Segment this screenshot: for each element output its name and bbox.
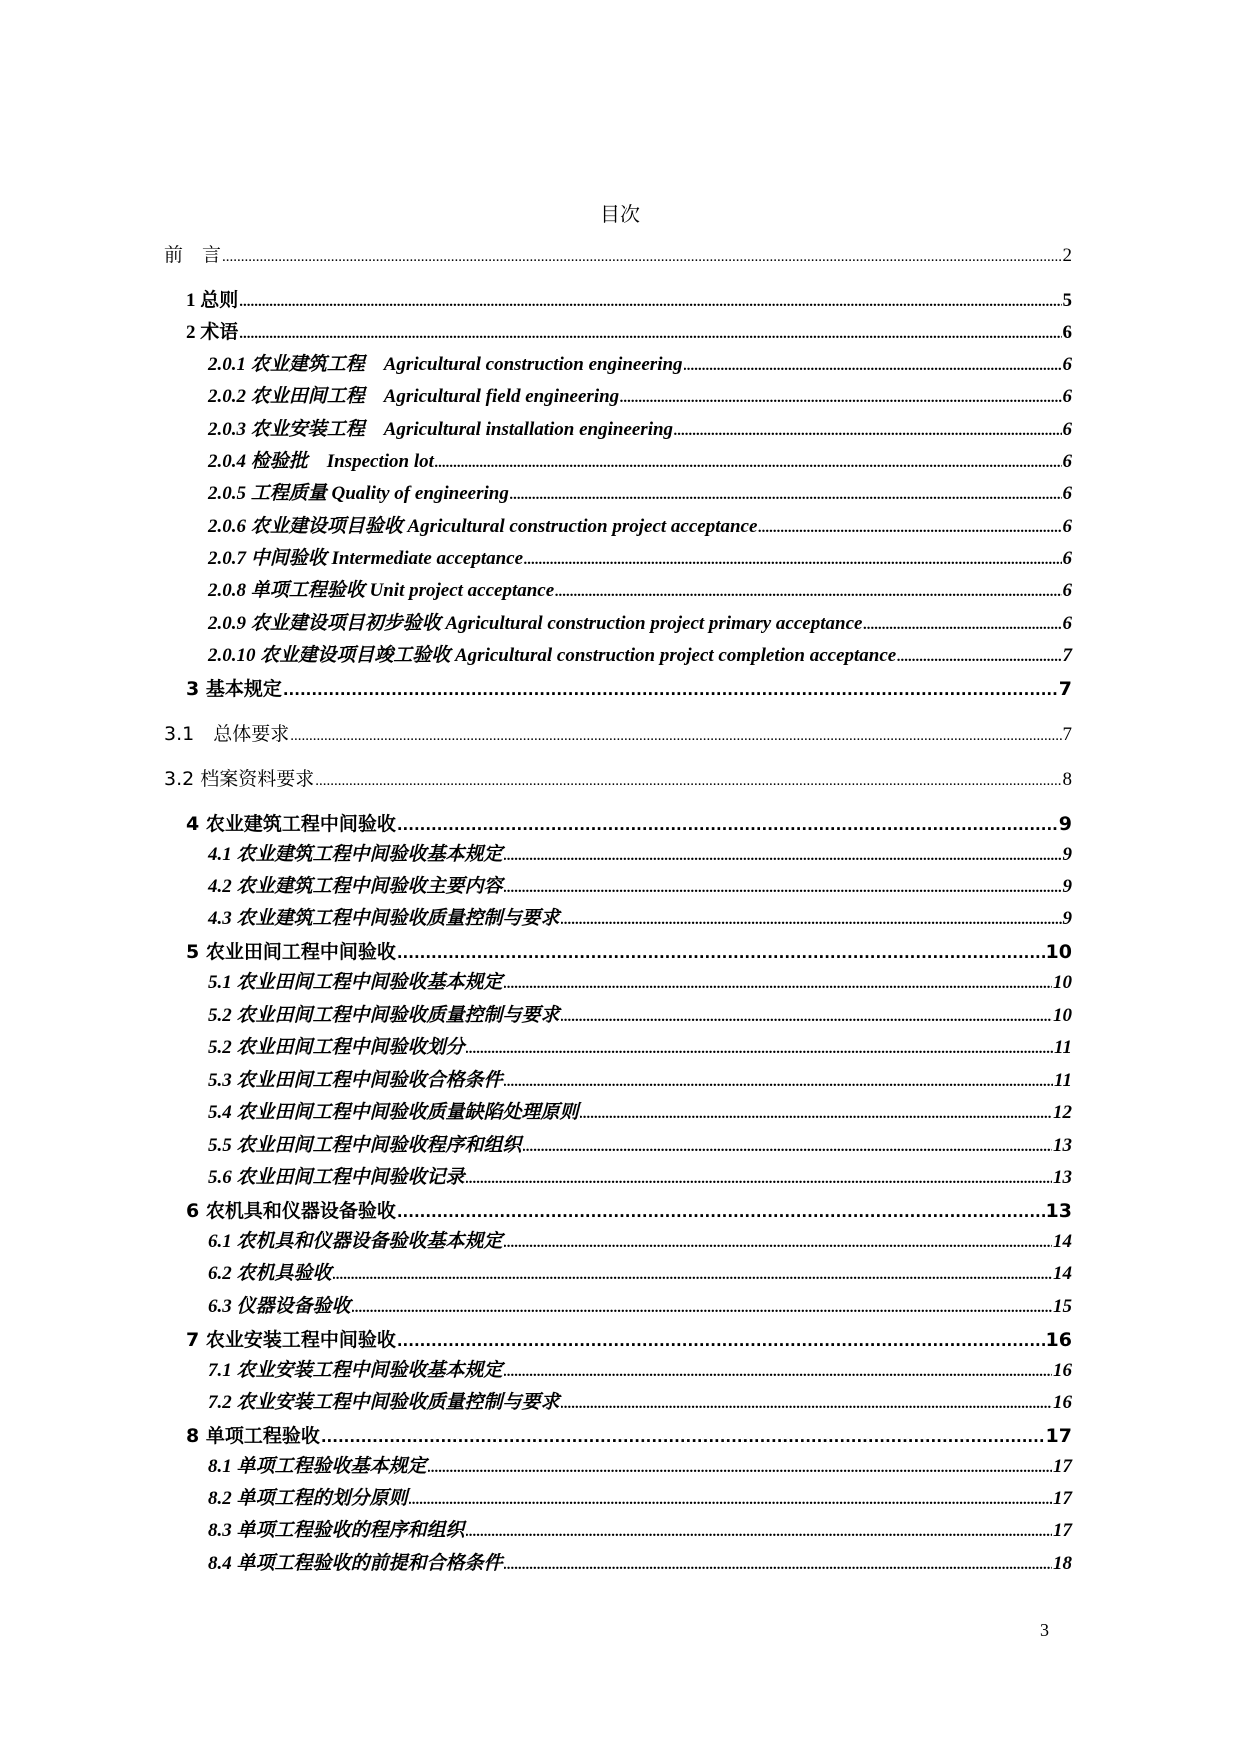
toc-entry-page: 14 xyxy=(1053,1231,1072,1252)
toc-entry-page: 9 xyxy=(1062,908,1072,929)
dot-leader xyxy=(397,813,1058,837)
toc-entry-page: 13 xyxy=(1053,1167,1072,1188)
toc-entry-label: 2.0.4 检验批 Inspection lot xyxy=(208,451,434,472)
toc-entry[interactable] xyxy=(208,907,1072,932)
toc-title: 目次 xyxy=(600,204,640,226)
dot-leader xyxy=(561,908,1062,932)
toc-entry-label: 4 农业建筑工程中间验收 xyxy=(186,813,396,835)
toc-entry-label: 7.1 农业安装工程中间验收基本规定 xyxy=(208,1360,503,1381)
toc-entry[interactable] xyxy=(186,812,1072,837)
dot-leader xyxy=(333,1263,1052,1287)
dot-leader xyxy=(580,1102,1052,1126)
toc-entry-page: 17 xyxy=(1053,1520,1072,1541)
toc-entry[interactable] xyxy=(208,579,1072,604)
toc-entry[interactable] xyxy=(186,677,1072,702)
dot-leader xyxy=(504,1553,1052,1577)
toc-entry[interactable] xyxy=(208,1359,1072,1384)
toc-entry-page: 9 xyxy=(1062,844,1072,865)
dot-leader xyxy=(504,1360,1052,1384)
toc-entry-page: 6 xyxy=(1062,354,1072,375)
dot-leader xyxy=(758,516,1061,540)
toc-entry-page: 10 xyxy=(1053,1005,1072,1026)
toc-entry-label: 4.3 农业建筑工程中间验收质量控制与要求 xyxy=(208,908,560,929)
toc-entry-page: 6 xyxy=(1062,451,1072,472)
toc-entry-label: 2.0.9 农业建设项目初步验收 Agricultural construction project primary acceptance xyxy=(208,613,863,634)
dot-leader xyxy=(239,290,1061,314)
toc-entry-page: 16 xyxy=(1045,1329,1072,1351)
toc-entry-label: 2.0.10 农业建设项目竣工验收 Agricultural construction project completion acceptance xyxy=(208,645,897,666)
dot-leader xyxy=(466,1037,1054,1061)
toc-entry-label: 8.2 单项工程的划分原则 xyxy=(208,1488,408,1509)
toc-entry-label: 4.2 农业建筑工程中间验收主要内容 xyxy=(208,876,503,897)
toc-entry-page: 17 xyxy=(1053,1488,1072,1509)
toc-entry[interactable] xyxy=(208,875,1072,900)
dot-leader xyxy=(239,322,1061,346)
toc-entry-label: 5 农业田间工程中间验收 xyxy=(186,941,396,963)
toc-entry-label: 5.2 农业田间工程中间验收划分 xyxy=(208,1037,465,1058)
toc-entry-page: 13 xyxy=(1053,1135,1072,1156)
dot-leader xyxy=(435,451,1062,475)
toc-entry-label: 5.1 农业田间工程中间验收基本规定 xyxy=(208,972,503,993)
dot-leader xyxy=(397,941,1045,965)
toc-entry[interactable] xyxy=(208,385,1072,410)
toc-entry-page: 6 xyxy=(1062,483,1072,504)
toc-entry[interactable] xyxy=(186,1424,1072,1449)
dot-leader xyxy=(290,724,1061,748)
toc-entry[interactable] xyxy=(208,1262,1072,1287)
toc-entry[interactable] xyxy=(208,418,1072,443)
toc-entry-page: 15 xyxy=(1053,1296,1072,1317)
toc-entry-label: 6.2 农机具验收 xyxy=(208,1263,332,1284)
dot-leader xyxy=(504,1070,1054,1094)
toc-entry[interactable] xyxy=(208,1552,1072,1577)
toc-entry[interactable] xyxy=(208,1069,1072,1094)
toc-entry-label: 7.2 农业安装工程中间验收质量控制与要求 xyxy=(208,1392,560,1413)
dot-leader xyxy=(352,1296,1052,1320)
toc-entry-label: 6.3 仪器设备验收 xyxy=(208,1296,351,1317)
dot-leader xyxy=(897,645,1061,669)
page-number: 3 xyxy=(1040,1620,1049,1640)
dot-leader xyxy=(466,1167,1052,1191)
dot-leader xyxy=(504,876,1062,900)
toc-entry[interactable] xyxy=(186,1199,1072,1224)
toc-entry-page: 7 xyxy=(1058,678,1072,700)
toc-entry-label: 8 单项工程验收 xyxy=(186,1425,320,1447)
toc-entry-label: 6.1 农机具和仪器设备验收基本规定 xyxy=(208,1231,503,1252)
dot-leader xyxy=(523,1135,1052,1159)
toc-entry-label: 2.0.6 农业建设项目验收 Agricultural construction project acceptance xyxy=(208,516,758,537)
toc-entry-page: 7 xyxy=(1062,724,1072,745)
dot-leader xyxy=(510,483,1062,507)
dot-leader xyxy=(674,419,1061,443)
toc-entry-label: 5.3 农业田间工程中间验收合格条件 xyxy=(208,1070,503,1091)
dot-leader xyxy=(466,1520,1052,1544)
toc-entry-page: 10 xyxy=(1053,972,1072,993)
toc-entry-page: 11 xyxy=(1054,1037,1072,1058)
toc-entry-page: 6 xyxy=(1062,419,1072,440)
toc-entry[interactable] xyxy=(186,321,1072,346)
toc-entry-label: 5.6 农业田间工程中间验收记录 xyxy=(208,1167,465,1188)
dot-leader xyxy=(283,678,1058,702)
dot-leader xyxy=(504,844,1062,868)
toc-entry-label: 7 农业安装工程中间验收 xyxy=(186,1329,396,1351)
toc-entry[interactable] xyxy=(208,482,1072,507)
dot-leader xyxy=(409,1488,1052,1512)
dot-leader xyxy=(555,580,1061,604)
toc-entry-label: 5.5 农业田间工程中间验收程序和组织 xyxy=(208,1135,522,1156)
toc-entry[interactable] xyxy=(208,1519,1072,1544)
toc-entry-page: 16 xyxy=(1053,1392,1072,1413)
dot-leader xyxy=(397,1329,1045,1353)
toc-entry[interactable] xyxy=(208,612,1072,637)
toc-entry-page: 18 xyxy=(1053,1553,1072,1574)
toc-entry[interactable] xyxy=(186,289,1072,314)
toc-entry-page: 6 xyxy=(1062,548,1072,569)
toc-entry-page: 8 xyxy=(1062,769,1072,790)
dot-leader xyxy=(428,1456,1052,1480)
toc-entry[interactable] xyxy=(208,1391,1072,1416)
toc-entry[interactable] xyxy=(208,1455,1072,1480)
toc-entry[interactable] xyxy=(208,353,1072,378)
toc-entry-label: 8.1 单项工程验收基本规定 xyxy=(208,1456,427,1477)
toc-entry[interactable] xyxy=(208,843,1072,868)
toc-entry-label: 2 术语 xyxy=(186,322,239,343)
toc-entry-page: 12 xyxy=(1053,1102,1072,1123)
toc-entry-page: 5 xyxy=(1062,290,1072,311)
toc-entry-label: 前 言 xyxy=(164,245,222,266)
toc-entry-label: 8.4 单项工程验收的前提和合格条件 xyxy=(208,1553,503,1574)
toc-entry-page: 6 xyxy=(1062,613,1072,634)
dot-leader xyxy=(561,1005,1052,1029)
toc-entry-label: 2.0.8 单项工程验收 Unit project acceptance xyxy=(208,580,555,601)
dot-leader xyxy=(684,354,1062,378)
dot-leader xyxy=(321,1425,1045,1449)
toc-entry[interactable] xyxy=(208,971,1072,996)
toc-entry-label: 2.0.5 工程质量 Quality of engineering xyxy=(208,483,509,504)
toc-entry[interactable] xyxy=(208,1230,1072,1255)
dot-leader xyxy=(863,613,1061,637)
toc-entry[interactable] xyxy=(186,940,1072,965)
toc-entry-label: 4.1 农业建筑工程中间验收基本规定 xyxy=(208,844,503,865)
toc-entry[interactable] xyxy=(164,767,1072,793)
toc-entry[interactable] xyxy=(208,1166,1072,1191)
toc-entry-label: 8.3 单项工程验收的程序和组织 xyxy=(208,1520,465,1541)
toc-entry-label: 5.4 农业田间工程中间验收质量缺陷处理原则 xyxy=(208,1102,579,1123)
toc-entry-page: 6 xyxy=(1062,516,1072,537)
toc-entry-page: 10 xyxy=(1045,941,1072,963)
dot-leader xyxy=(397,1200,1045,1224)
toc-entry[interactable] xyxy=(208,1101,1072,1126)
toc-entry-label: 2.0.3 农业安装工程 Agricultural installation engineering xyxy=(208,419,674,440)
toc-entry-label: 3 基本规定 xyxy=(186,678,282,700)
dot-leader xyxy=(524,548,1061,572)
toc-entry[interactable] xyxy=(186,1328,1072,1353)
toc-entry[interactable] xyxy=(208,1295,1072,1320)
toc-entry[interactable] xyxy=(164,722,1072,748)
toc-entry-page: 9 xyxy=(1058,813,1072,835)
toc-entry-label: 2.0.7 中间验收 Intermediate acceptance xyxy=(208,548,524,569)
dot-leader xyxy=(504,972,1052,996)
toc-entry-label: 2.0.2 农业田间工程 Agricultural field engineering xyxy=(208,386,620,407)
toc-entry-page: 6 xyxy=(1062,386,1072,407)
toc-entry-page: 2 xyxy=(1062,245,1072,266)
toc-entry-label: 6 农机具和仪器设备验收 xyxy=(186,1200,396,1222)
toc-entry[interactable] xyxy=(208,644,1072,669)
toc-entry-page: 14 xyxy=(1053,1263,1072,1284)
dot-leader xyxy=(315,769,1061,793)
toc-entry[interactable] xyxy=(208,547,1072,572)
toc-entry-page: 11 xyxy=(1054,1070,1072,1091)
toc-entry-label: 3.2 档案资料要求 xyxy=(164,768,315,790)
toc-entry-page: 16 xyxy=(1053,1360,1072,1381)
toc-entry-page: 6 xyxy=(1062,322,1072,343)
toc-entry-page: 13 xyxy=(1045,1200,1072,1222)
toc-entry-page: 17 xyxy=(1053,1456,1072,1477)
toc-entry-label: 5.2 农业田间工程中间验收质量控制与要求 xyxy=(208,1005,560,1026)
toc-entry-label: 2.0.1 农业建筑工程 Agricultural construction engineering xyxy=(208,354,683,375)
toc-entry[interactable] xyxy=(164,244,1072,269)
toc-entry[interactable] xyxy=(208,1487,1072,1512)
dot-leader xyxy=(561,1392,1052,1416)
toc-entry-page: 9 xyxy=(1062,876,1072,897)
toc-entry-page: 17 xyxy=(1045,1425,1072,1447)
toc-entry[interactable] xyxy=(208,1134,1072,1159)
toc-entry-label: 1 总则 xyxy=(186,290,239,311)
toc-entry[interactable] xyxy=(208,1004,1072,1029)
toc-entry[interactable] xyxy=(208,1036,1072,1061)
toc-entry[interactable] xyxy=(208,515,1072,540)
dot-leader xyxy=(222,245,1061,269)
toc-entry-page: 6 xyxy=(1062,580,1072,601)
dot-leader xyxy=(620,386,1061,410)
dot-leader xyxy=(504,1231,1052,1255)
toc-entry-page: 7 xyxy=(1062,645,1072,666)
toc-entry-label: 3.1 总体要求 xyxy=(164,723,290,745)
toc-entry[interactable] xyxy=(208,450,1072,475)
